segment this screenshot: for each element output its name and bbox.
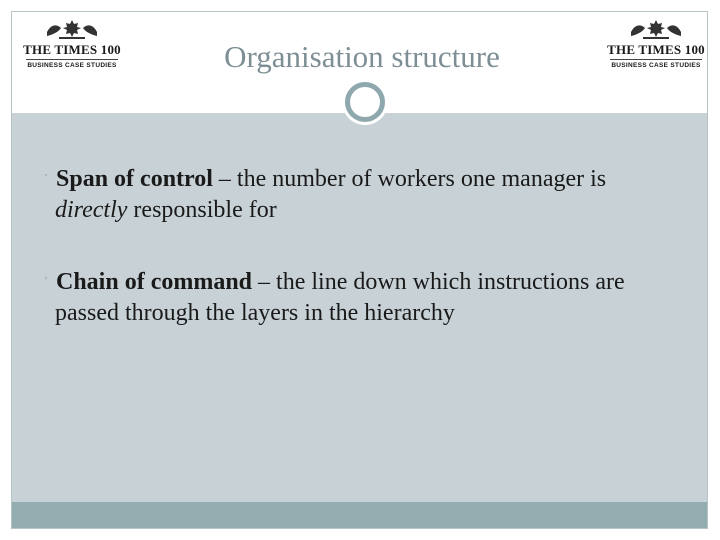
bullet-term: Span of control <box>56 166 213 192</box>
bullet-text: – the line down which instructions are passed through the layers in the hierarchy <box>55 269 625 326</box>
slide-title: Organisation structure <box>224 39 500 74</box>
logo-subtitle: BUSINESS CASE STUDIES <box>611 62 701 69</box>
curved-bullet-icon: ′ <box>45 173 48 184</box>
bullet-chain-of-command <box>45 266 675 329</box>
footer-bar <box>12 502 707 528</box>
logo-divider <box>610 59 702 60</box>
bullet-text: – the number of workers one manager is <box>212 166 607 192</box>
crest-icon <box>43 18 101 40</box>
logo-title: THE TIMES 100 <box>23 42 121 57</box>
logo-divider <box>26 59 118 60</box>
curved-bullet-icon: ′ <box>45 276 48 287</box>
times-100-logo-right <box>608 18 704 74</box>
ring-ornament-icon <box>345 82 385 122</box>
bullet-term: Chain of command <box>56 269 253 295</box>
bullet-text-end: responsible for <box>127 197 277 223</box>
bullet-emphasis: directly <box>55 197 128 223</box>
times-100-logo-left <box>24 18 120 74</box>
logo-subtitle: BUSINESS CASE STUDIES <box>27 62 117 69</box>
logo-title: THE TIMES 100 <box>607 42 705 57</box>
bullet-span-of-control <box>45 163 675 226</box>
bullet-list <box>45 163 675 329</box>
crest-icon <box>627 18 685 40</box>
